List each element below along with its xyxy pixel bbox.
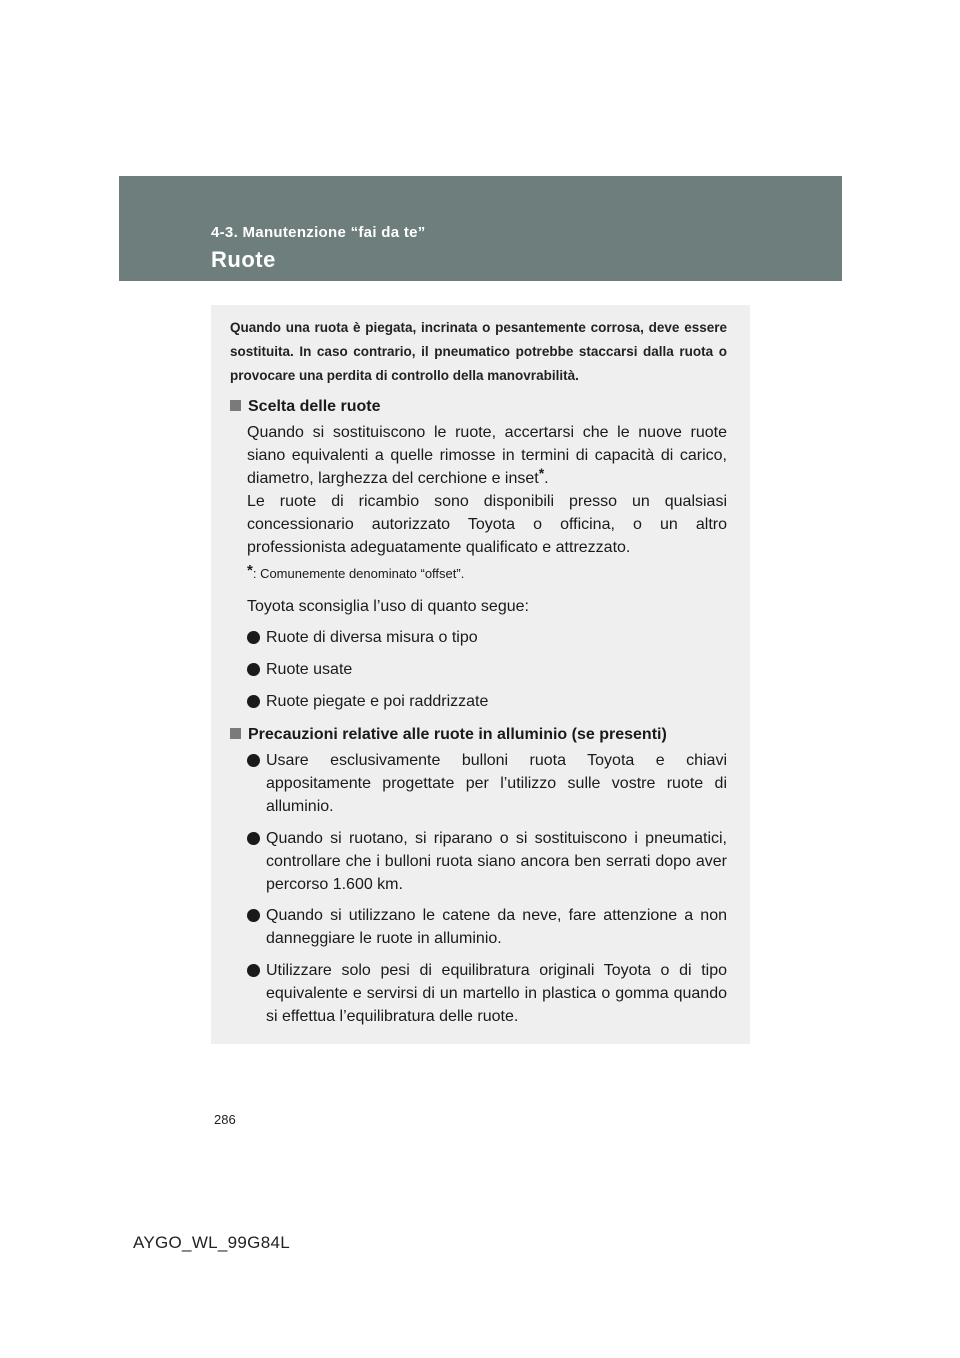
footnote-text: : Comunemente denominato “offset”. (252, 566, 465, 581)
list-item (247, 749, 727, 818)
bullet-dot-icon (247, 631, 260, 644)
page-number: 286 (214, 1112, 236, 1127)
footnote-marker: * (538, 465, 545, 481)
wheel-choice-para2: Le ruote di ricambio sono disponibili presso un qualsiasi concessionario autorizzato Toyota o officina, o un altro professionista adeguatamente qualificato e attrezzato. (247, 493, 727, 556)
chapter-header (119, 176, 842, 281)
list-item-text: Ruote piegate e poi raddrizzate (266, 693, 489, 710)
wheel-choice-para1-end: . (544, 470, 549, 487)
wheel-choice-paragraph (247, 421, 727, 559)
heading-wheel-choice (230, 395, 381, 419)
list-item-text: Ruote di diversa misura o tipo (266, 629, 478, 646)
heading-alloy-wheels-label: Precauzioni relative alle ruote in alluminio (se presenti) (248, 726, 667, 743)
list-item-text: Quando si utilizzano le catene da neve, fare attenzione a non danneggiare le ruote in alluminio. (266, 907, 727, 947)
heading-alloy-wheels (230, 723, 667, 747)
bullet-dot-icon (247, 909, 260, 922)
recommendation-text: Toyota sconsiglia l’uso di quanto segue: (247, 598, 529, 615)
bullet-dot-icon (247, 832, 260, 845)
bullet-dot-icon (247, 663, 260, 676)
square-bullet-icon (230, 728, 241, 739)
list-item-text: Usare esclusivamente bulloni ruota Toyota e chiavi appositamente progettate per l’utilizzo sulle vostre ruote di alluminio. (266, 752, 727, 815)
bullet-dot-icon (247, 754, 260, 767)
intro-text: Quando una ruota è piegata, incrinata o pesantemente corrosa, deve essere sostituita. In caso contrario, il pneumatico potrebbe staccarsi dalla ruota o provocare una perdita di controllo della manovrabilità. (230, 320, 727, 383)
section-title: 4-3. Manutenzione “fai da te” (211, 224, 426, 241)
list-item (247, 690, 727, 713)
document-code: AYGO_WL_99G84L (133, 1233, 290, 1252)
list-item (247, 626, 727, 649)
list-item (247, 959, 727, 1028)
square-bullet-icon (230, 400, 241, 411)
footnote-star: * (247, 562, 253, 579)
bullet-dot-icon (247, 695, 260, 708)
heading-wheel-choice-label: Scelta delle ruote (248, 398, 381, 415)
footnote (247, 564, 727, 584)
bullet-dot-icon (247, 964, 260, 977)
list-item (247, 658, 727, 681)
list-item-text: Quando si ruotano, si riparano o si sostituiscono i pneumatici, controllare che i bulloni ruota siano ancora ben serrati dopo aver percorso 1.600 km. (266, 830, 727, 893)
list-item-text: Utilizzare solo pesi di equilibratura originali Toyota o di tipo equivalente e servirsi di un martello in plastica o gomma quando si effettua l’equilibratura delle ruote. (266, 962, 727, 1025)
list-item (247, 904, 727, 950)
wheel-choice-para1: Quando si sostituiscono le ruote, accertarsi che le nuove ruote siano equivalenti a quelle rimosse in termini di capacità di carico, diametro, larghezza del cerchione e inset (247, 424, 727, 487)
list-item (247, 827, 727, 896)
page-title: Ruote (211, 247, 276, 272)
content-panel (211, 305, 750, 1044)
list-item-text: Ruote usate (266, 661, 353, 678)
